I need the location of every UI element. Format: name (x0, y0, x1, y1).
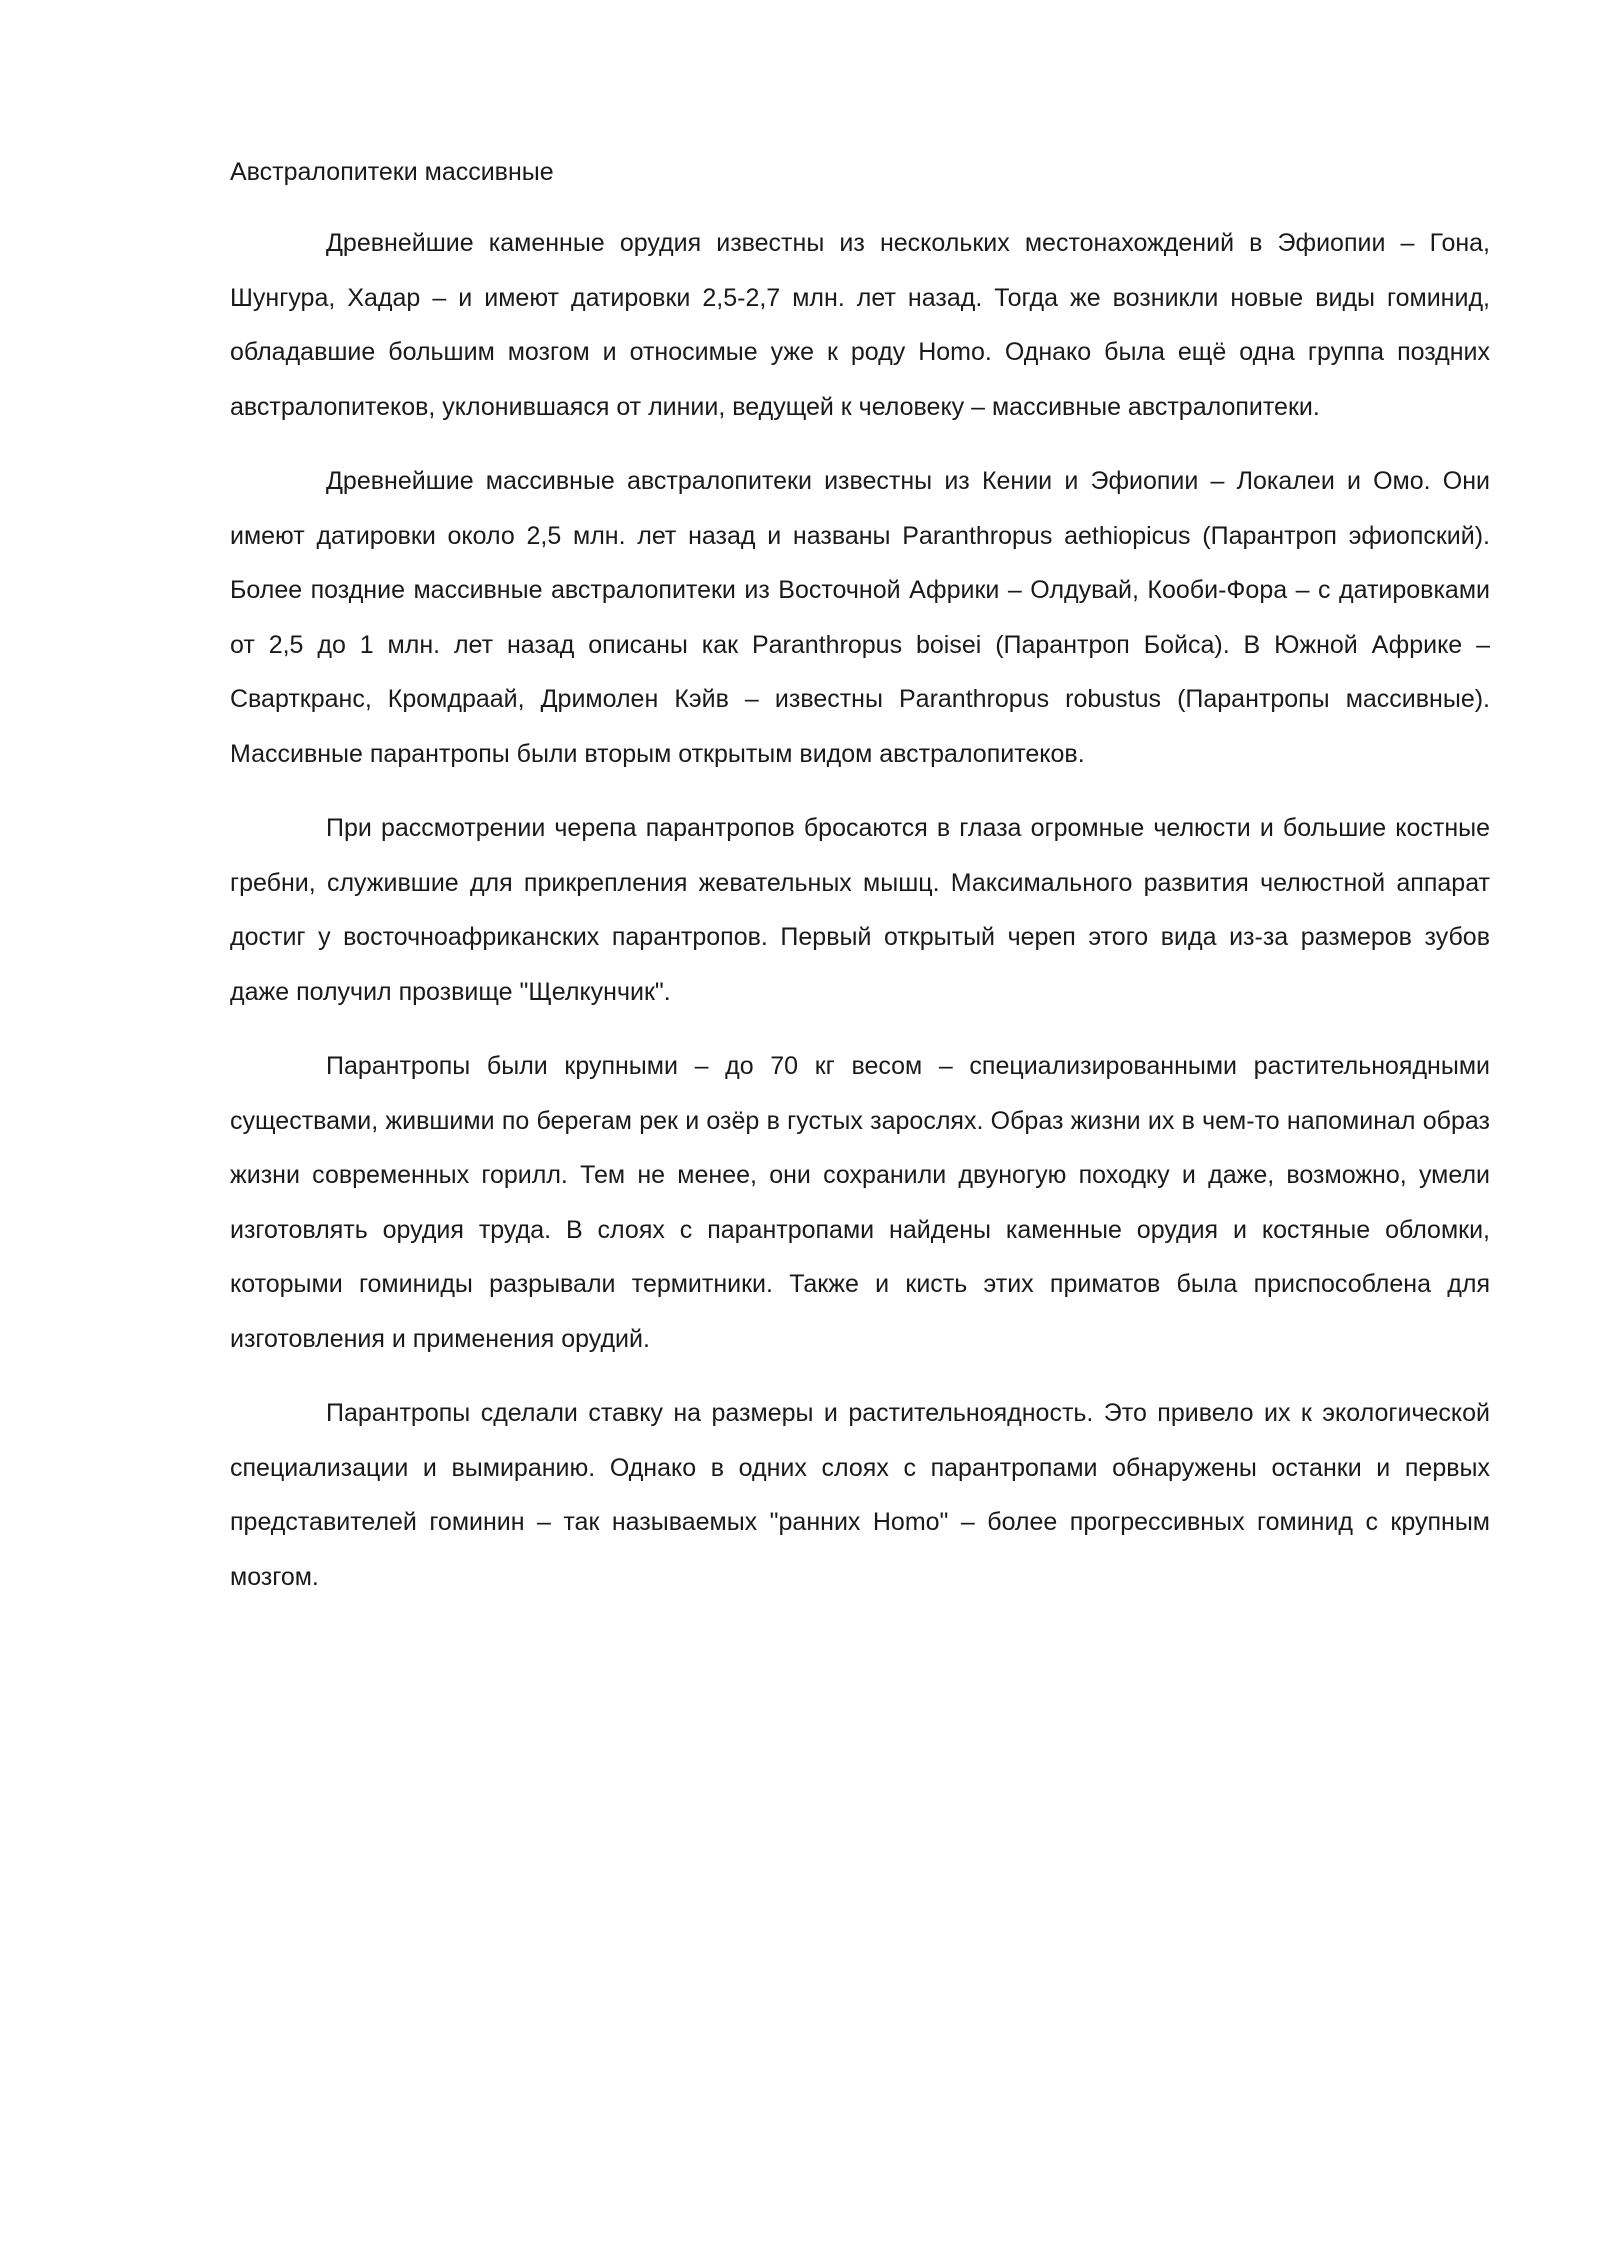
document-body (230, 150, 1490, 1624)
paragraph-2: Древнейшие массивные австралопитеки известны из Кении и Эфиопии – Локалеи и Омо. Они имеют датировки около 2,5 млн. лет назад и названы Paranthropus aethiopicus (Парантроп эфиопский). Более поздние массивные австралопитеки из Восточной Африки – Олдувай, Кооби-Фора – с датировками от 2,5 до 1 млн. лет назад описаны как Paranthropus boisei (Парантроп Бойса). В Южной Африке – Сварткранс, Кромдраай, Дримолен Кэйв – известны Paranthropus robustus (Парантропы массивные). Массивные парантропы были вторым открытым видом австралопитеков. (230, 467, 1490, 768)
paragraph-3: При рассмотрении черепа парантропов бросаются в глаза огромные челюсти и большие костные гребни, служившие для прикрепления жевательных мышц. Максимального развития челюстной аппарат достиг у восточноафриканских парантропов. Первый открытый череп этого вида из-за размеров зубов даже получил прозвище "Щелкунчик". (230, 814, 1490, 1006)
document-title: Австралопитеки массивные (230, 158, 554, 186)
paragraph-5: Парантропы сделали ставку на размеры и растительноядность. Это привело их к экологической специализации и вымиранию. Однако в одних слоях с парантропами обнаружены останки и первых представителей гоминин – так называемых "ранних Homo" – более прогрессивных гоминид с крупным мозгом. (230, 1399, 1490, 1591)
paragraph-4: Парантропы были крупными – до 70 кг весом – специализированными растительноядными существами, жившими по берегам рек и озёр в густых зарослях. Образ жизни их в чем-то напоминал образ жизни современных горилл. Тем не менее, они сохранили двуногую походку и даже, возможно, умели изготовлять орудия труда. В слоях с парантропами найдены каменные орудия и костяные обломки, которыми гоминиды разрывали термитники. Также и кисть этих приматов была приспособлена для изготовления и применения орудий. (230, 1052, 1490, 1353)
paragraph-1: Древнейшие каменные орудия известны из нескольких местонахождений в Эфиопии – Гона, Шунгура, Хадар – и имеют датировки 2,5-2,7 млн. лет назад. Тогда же возникли новые виды гоминид, обладавшие большим мозгом и относимые уже к роду Homo. Однако была ещё одна группа поздних австралопитеков, уклонившаяся от линии, ведущей к человеку – массивные австралопитеки. (230, 229, 1490, 421)
